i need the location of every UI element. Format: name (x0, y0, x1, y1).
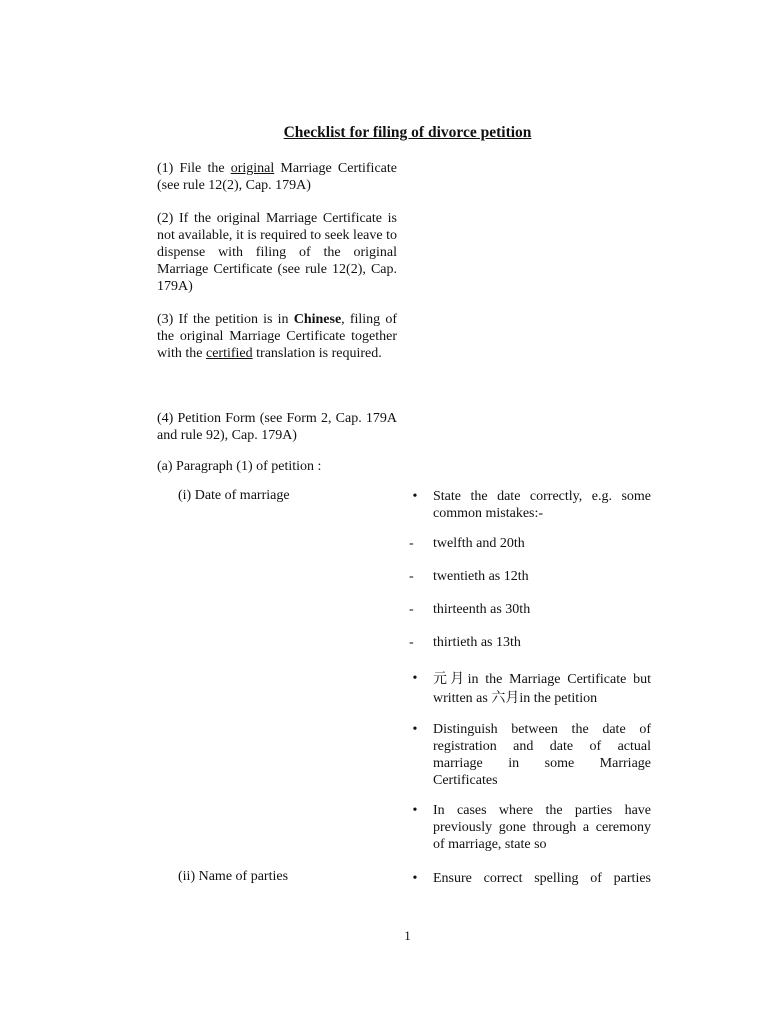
checklist-item-3 (157, 311, 397, 362)
note-registration-date: Distinguish between the date of registration and date of actual marriage in some Marriage Certificates (433, 722, 651, 788)
item-1-underlined-word: original (230, 161, 275, 176)
item-3-text-a: (3) If the petition is in (157, 312, 294, 327)
checklist-item-4: (4) Petition Form (see Form 2, Cap. 179A and rule 92), Cap. 179A) (157, 411, 397, 443)
paragraph-a-heading: (a) Paragraph (1) of petition : (157, 459, 322, 474)
bullet-4: • (412, 803, 418, 818)
item-3-underlined-word: certified (206, 346, 253, 361)
bullet-2: • (412, 671, 418, 686)
dash-1: - (409, 536, 414, 551)
bullet-3: • (412, 722, 418, 737)
sub-item-name-of-parties: (ii) Name of parties (178, 869, 289, 884)
item-3-bold-word: Chinese (293, 312, 342, 327)
page-title: Checklist for filing of divorce petition (283, 124, 532, 141)
note-correct-spelling: Ensure correct spelling of parties (433, 871, 651, 886)
bullet-5: • (412, 871, 418, 886)
item-1-text-b: Marriage Certificate (see rule 12(2), Cap. 179A) (157, 161, 397, 193)
dash-3: - (409, 602, 414, 617)
dash-2: - (409, 569, 414, 584)
note-mistake-3: thirteenth as 30th (433, 602, 531, 617)
checklist-item-2: (2) If the original Marriage Certificate is not available, it is required to seek leave to dispense with filing of the original Marriage Certificate (see rule 12(2), Cap. 179A) (157, 211, 397, 294)
note-chinese-month: 元月in the Marriage Certificate but written as 六月in the petition (433, 672, 651, 706)
item-3-text-b: , filing of the original Marriage Certificate together with the (157, 312, 397, 361)
sub-item-date-of-marriage: (i) Date of marriage (178, 488, 290, 503)
item-1-text-a: (1) File the (157, 161, 231, 176)
note-mistake-4: thirtieth as 13th (433, 635, 521, 650)
note-state-date: State the date correctly, e.g. some common mistakes:- (433, 489, 651, 521)
checklist-item-1 (157, 160, 397, 194)
dash-4: - (409, 635, 414, 650)
note-mistake-2: twentieth as 12th (433, 569, 529, 584)
note-previous-ceremony: In cases where the parties have previously gone through a ceremony of marriage, state so (433, 803, 651, 852)
note-mistake-1: twelfth and 20th (433, 536, 525, 551)
bullet-1: • (412, 489, 418, 504)
page-number: 1 (404, 928, 411, 943)
item-3-text-c: translation is required. (252, 346, 382, 361)
